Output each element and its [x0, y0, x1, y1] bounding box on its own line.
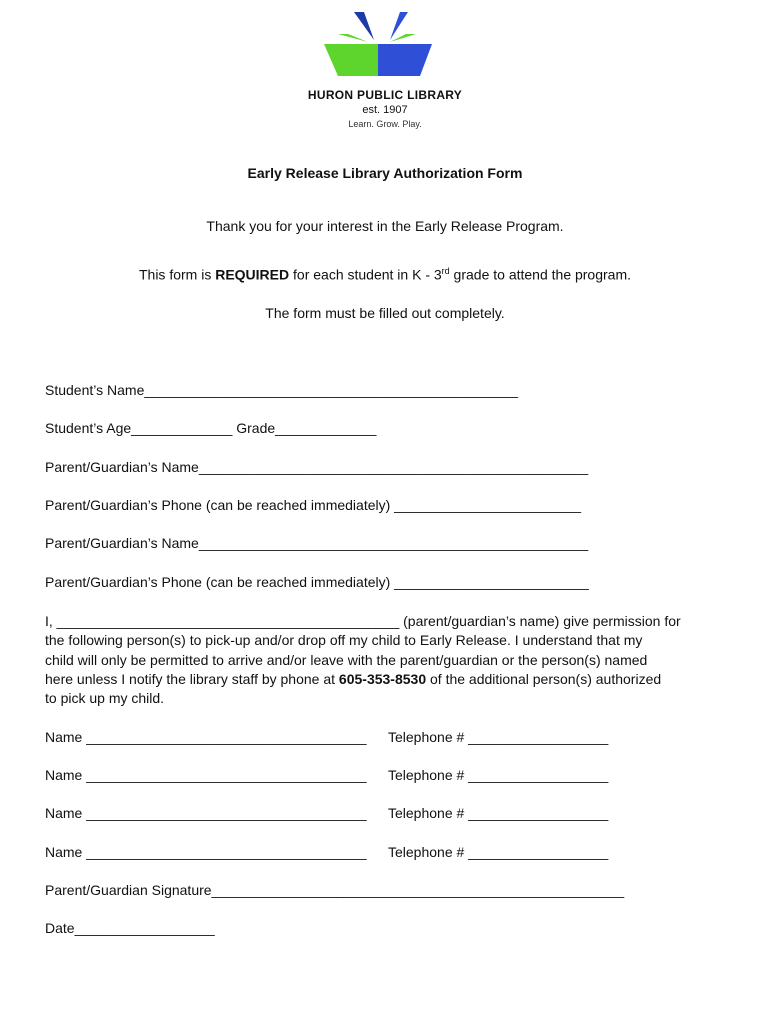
- guardian-phone-field-2[interactable]: Parent/Guardian’s Phone (can be reached immediately) _________________________: [45, 574, 589, 590]
- guardian-name-field-1[interactable]: Parent/Guardian’s Name__________________________________________________: [45, 459, 589, 475]
- required-emphasis: REQUIRED: [215, 266, 290, 283]
- library-phone-number: 605-353-8530: [338, 670, 427, 687]
- library-logo-icon: [324, 10, 448, 78]
- permission-line-2: the following person(s) to pick-up and/or drop off my child to Early Release. I understand that my: [45, 632, 643, 649]
- intro-complete: The form must be filled out completely.: [265, 305, 505, 321]
- library-tagline: Learn. Grow. Play.: [348, 119, 422, 129]
- library-name: HURON PUBLIC LIBRARY: [307, 88, 463, 102]
- permission-line-4: here unless I notify the library staff by phone at 605-353-8530 of the additional person(s) authorized: [45, 670, 662, 687]
- authorized-phone-field-2[interactable]: Telephone # __________________: [388, 767, 609, 783]
- permission-paragraph: [45, 612, 735, 708]
- guardian-name-field-2[interactable]: Parent/Guardian’s Name__________________________________________________: [45, 535, 589, 551]
- permission-line-3: child will only be permitted to arrive and/or leave with the parent/guardian or the person(s) named: [45, 651, 648, 668]
- student-age-grade-field[interactable]: Student’s Age_____________ Grade_____________: [45, 420, 377, 436]
- library-established: est. 1907: [362, 104, 408, 116]
- permission-line-1[interactable]: I, ____________________________________________ (parent/guardian’s name) give permission for: [45, 613, 681, 629]
- intro-required: This form is REQUIRED for each student in K - 3rd grade to attend the program.: [138, 266, 632, 283]
- permission-line-5: to pick up my child.: [45, 690, 165, 707]
- date-field[interactable]: Date__________________: [45, 920, 215, 936]
- student-name-field[interactable]: Student’s Name________________________________________________: [45, 382, 519, 398]
- form-title: Early Release Library Authorization Form: [247, 165, 523, 181]
- authorized-phone-field-3[interactable]: Telephone # __________________: [388, 805, 609, 821]
- authorized-phone-field-4[interactable]: Telephone # __________________: [388, 844, 609, 860]
- guardian-phone-field-1[interactable]: Parent/Guardian’s Phone (can be reached immediately) ________________________: [45, 497, 582, 513]
- authorized-name-field-1[interactable]: Name ____________________________________: [45, 729, 367, 745]
- authorized-name-field-2[interactable]: Name ____________________________________: [45, 767, 367, 783]
- authorized-name-field-3[interactable]: Name ____________________________________: [45, 805, 367, 821]
- intro-thanks: Thank you for your interest in the Early Release Program.: [206, 218, 564, 234]
- authorized-name-field-4[interactable]: Name ____________________________________: [45, 844, 367, 860]
- authorized-phone-field-1[interactable]: Telephone # __________________: [388, 729, 609, 745]
- signature-field[interactable]: Parent/Guardian Signature_____________________________________________________: [45, 882, 625, 898]
